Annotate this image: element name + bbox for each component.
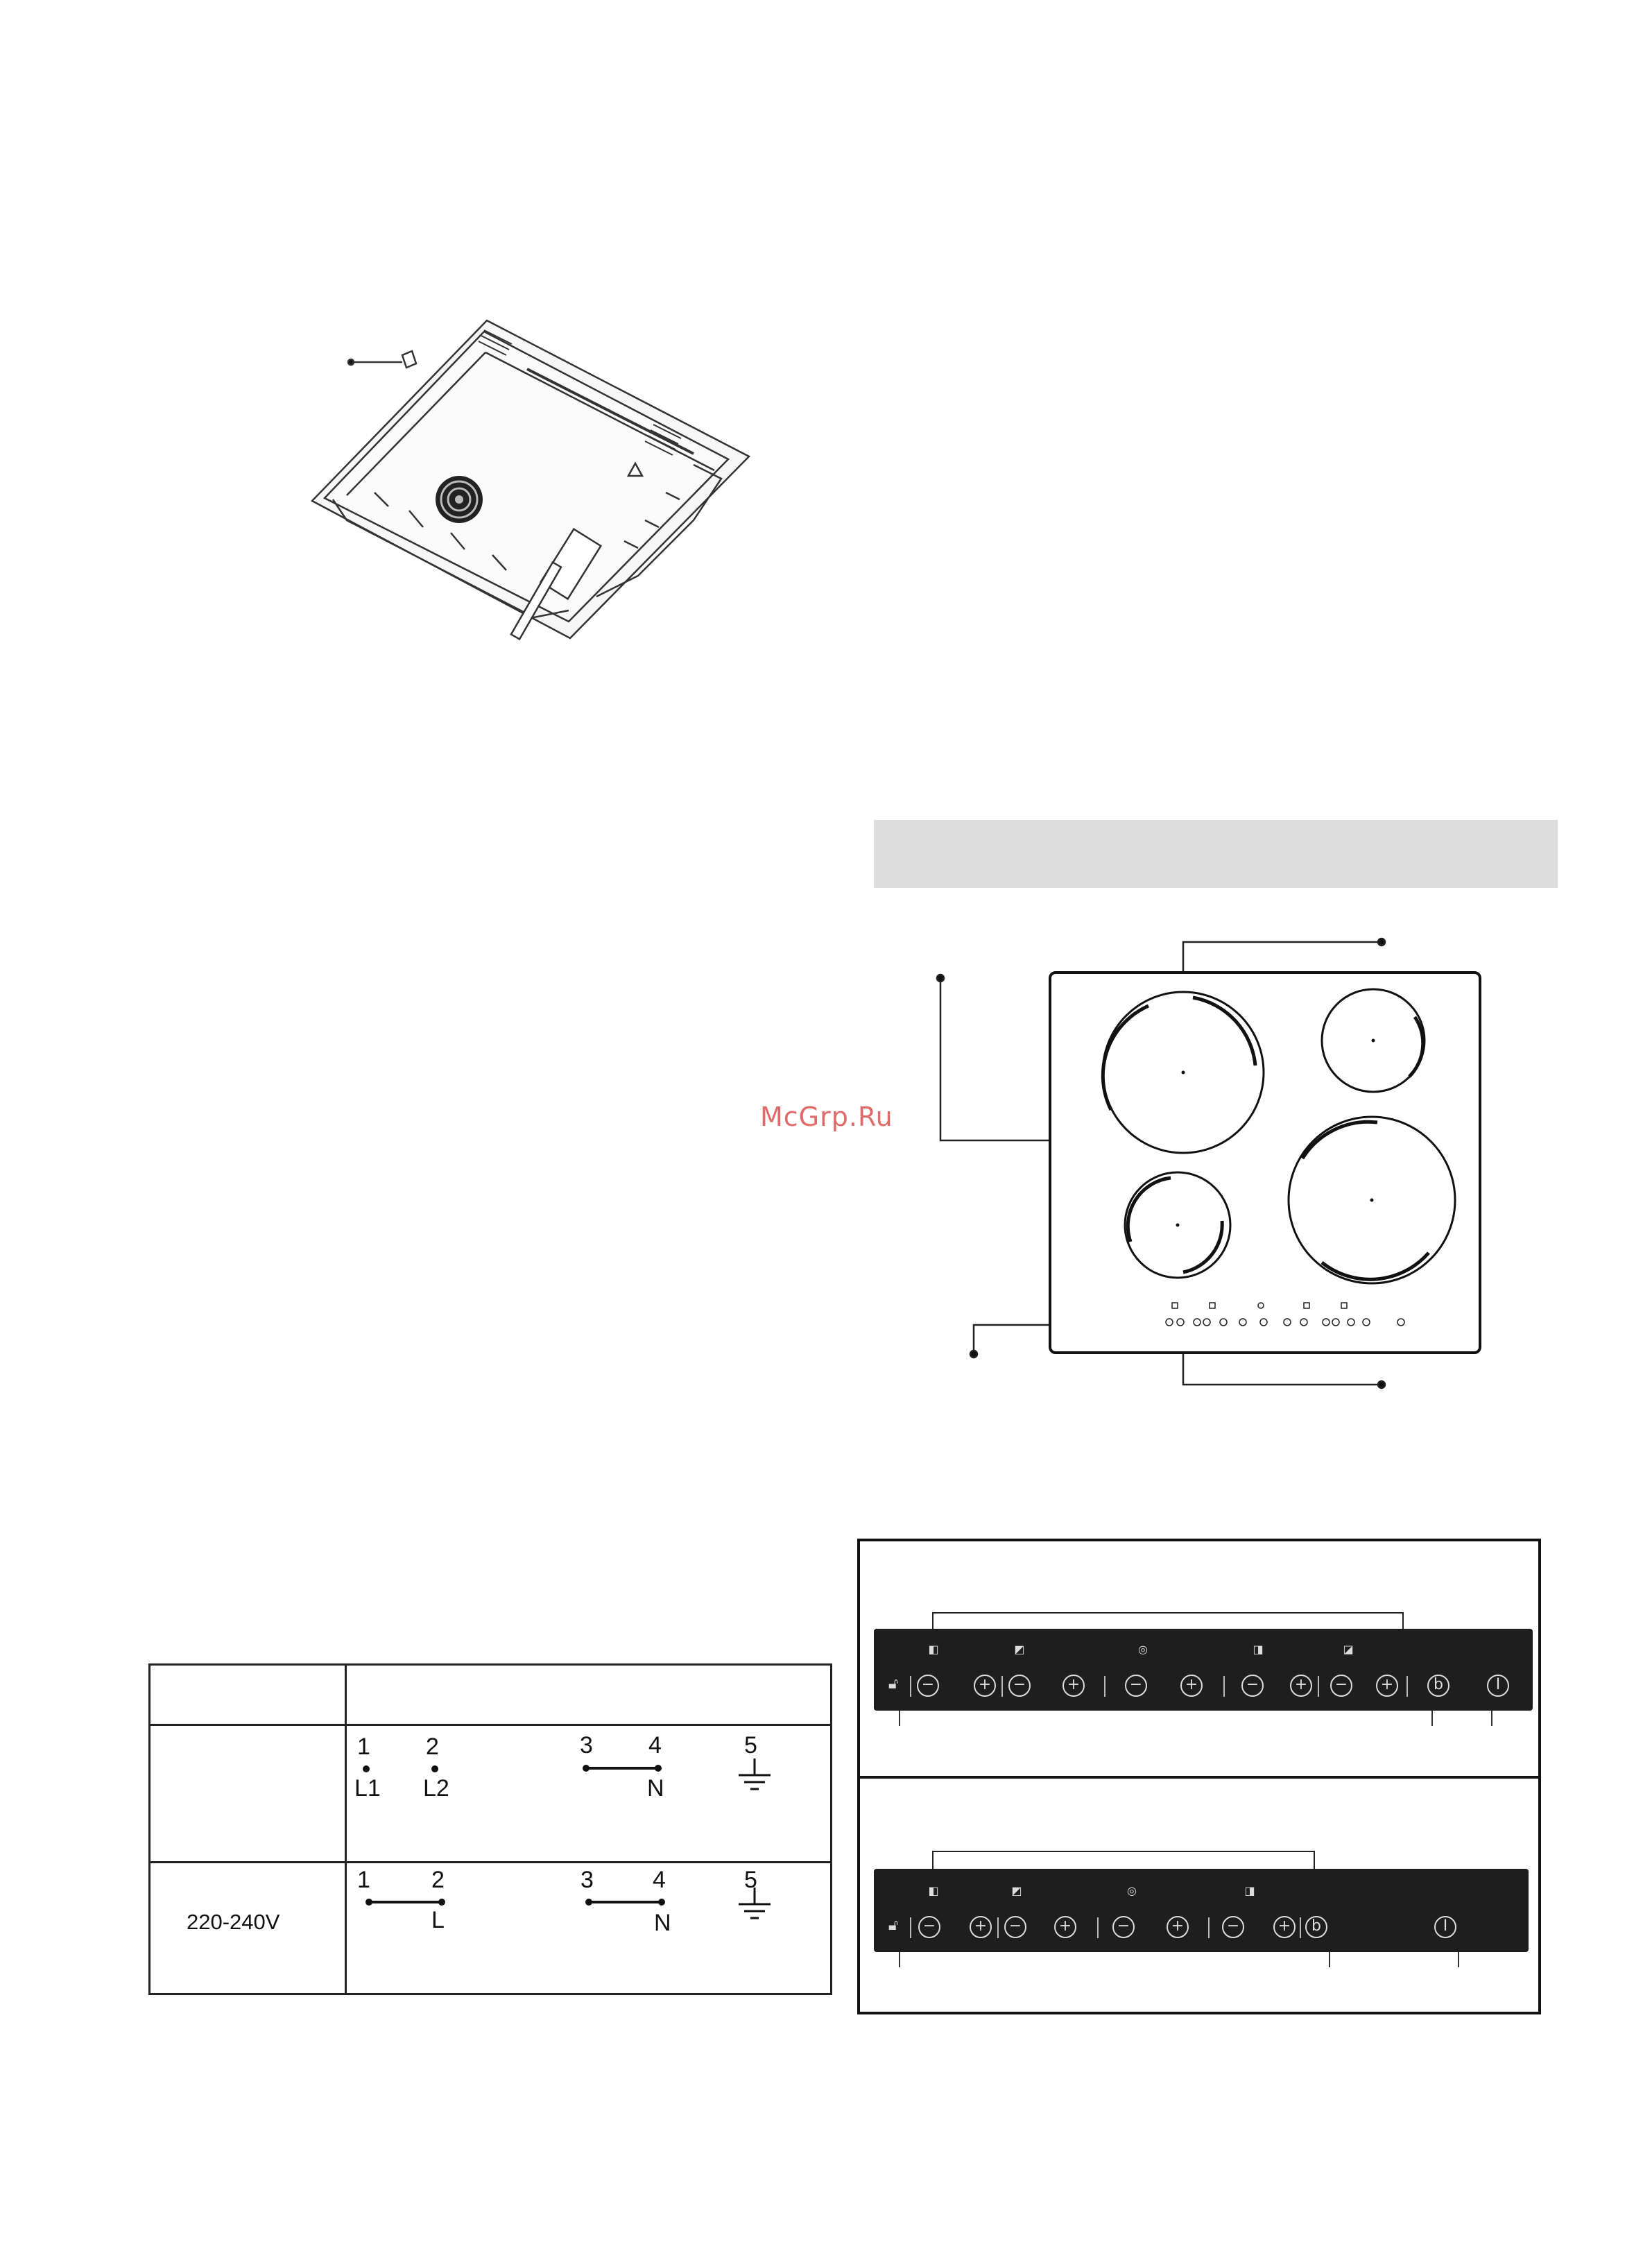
- zone-front-left-icon: ◧: [928, 1884, 939, 1897]
- minus-button[interactable]: −: [1008, 1675, 1031, 1697]
- zone-rear-right-icon: ◨: [1253, 1643, 1264, 1656]
- control-panel-2: [874, 1869, 1529, 1952]
- zone-front-right-icon: ◪: [1343, 1643, 1354, 1656]
- minus-button[interactable]: −: [917, 1675, 939, 1697]
- control-panels-frame: [857, 1539, 1541, 2014]
- minus-button[interactable]: −: [1330, 1675, 1352, 1697]
- plus-button[interactable]: +: [1180, 1675, 1203, 1697]
- plus-button[interactable]: +: [1290, 1675, 1312, 1697]
- boost-button[interactable]: b: [1305, 1916, 1327, 1938]
- terminal-4: 4: [648, 1732, 662, 1758]
- terminal-2: 2: [431, 1867, 445, 1893]
- zone-rear-right-icon: ◨: [1244, 1884, 1255, 1897]
- section-header-band: [874, 820, 1558, 888]
- wiring-table: [148, 1663, 832, 1995]
- minus-button[interactable]: −: [918, 1916, 940, 1938]
- plus-button[interactable]: +: [1273, 1916, 1296, 1938]
- power-button[interactable]: I: [1434, 1916, 1456, 1938]
- lock-icon[interactable]: 🔓︎: [888, 1675, 899, 1693]
- voltage-label: 220-240V: [187, 1910, 280, 1934]
- zone-front-left-icon: ◧: [928, 1643, 939, 1656]
- terminal-5: 5: [744, 1867, 757, 1893]
- label-l1: L1: [354, 1775, 381, 1802]
- minus-button[interactable]: −: [1125, 1675, 1147, 1697]
- minus-button[interactable]: −: [1222, 1916, 1244, 1938]
- zone-bracket: [932, 1612, 1404, 1629]
- label-n: N: [654, 1910, 671, 1936]
- plus-button[interactable]: +: [1062, 1675, 1085, 1697]
- label-n: N: [647, 1775, 664, 1802]
- plus-button[interactable]: +: [1054, 1916, 1076, 1938]
- plus-button[interactable]: +: [1167, 1916, 1189, 1938]
- plus-button[interactable]: +: [974, 1675, 996, 1697]
- coil-icon: [436, 476, 483, 523]
- control-panel-1: [874, 1629, 1533, 1711]
- cooktop-top-view: [929, 930, 1498, 1401]
- terminal-4: 4: [653, 1867, 666, 1893]
- plus-button[interactable]: +: [1376, 1675, 1398, 1697]
- zone-rear-left-icon: ◩: [1014, 1643, 1025, 1656]
- terminal-2: 2: [426, 1734, 439, 1760]
- boost-button[interactable]: b: [1427, 1675, 1449, 1697]
- ground-symbol-icon: [737, 1758, 772, 1795]
- watermark: McGrp.Ru: [760, 1102, 893, 1132]
- lock-icon[interactable]: 🔓︎: [888, 1917, 899, 1934]
- timer-icon: ◎: [1127, 1884, 1137, 1897]
- power-button[interactable]: I: [1487, 1675, 1509, 1697]
- cooktop-underside-drawing: [305, 312, 763, 645]
- label-l2: L2: [423, 1775, 449, 1802]
- timer-icon: ◎: [1138, 1643, 1148, 1656]
- minus-button[interactable]: −: [1112, 1916, 1135, 1938]
- terminal-5: 5: [744, 1732, 757, 1758]
- terminal-1: 1: [357, 1867, 370, 1893]
- label-l: L: [431, 1907, 445, 1933]
- minus-button[interactable]: −: [1004, 1916, 1026, 1938]
- zone-rear-left-icon: ◩: [1011, 1884, 1022, 1897]
- terminal-3: 3: [580, 1732, 593, 1758]
- minus-button[interactable]: −: [1241, 1675, 1264, 1697]
- zone-bracket: [932, 1851, 1315, 1869]
- bracket-clip-icon: [348, 351, 416, 368]
- ground-symbol-icon: [737, 1888, 772, 1924]
- terminal-1: 1: [357, 1734, 370, 1760]
- plus-button[interactable]: +: [970, 1916, 992, 1938]
- terminal-3: 3: [580, 1867, 594, 1893]
